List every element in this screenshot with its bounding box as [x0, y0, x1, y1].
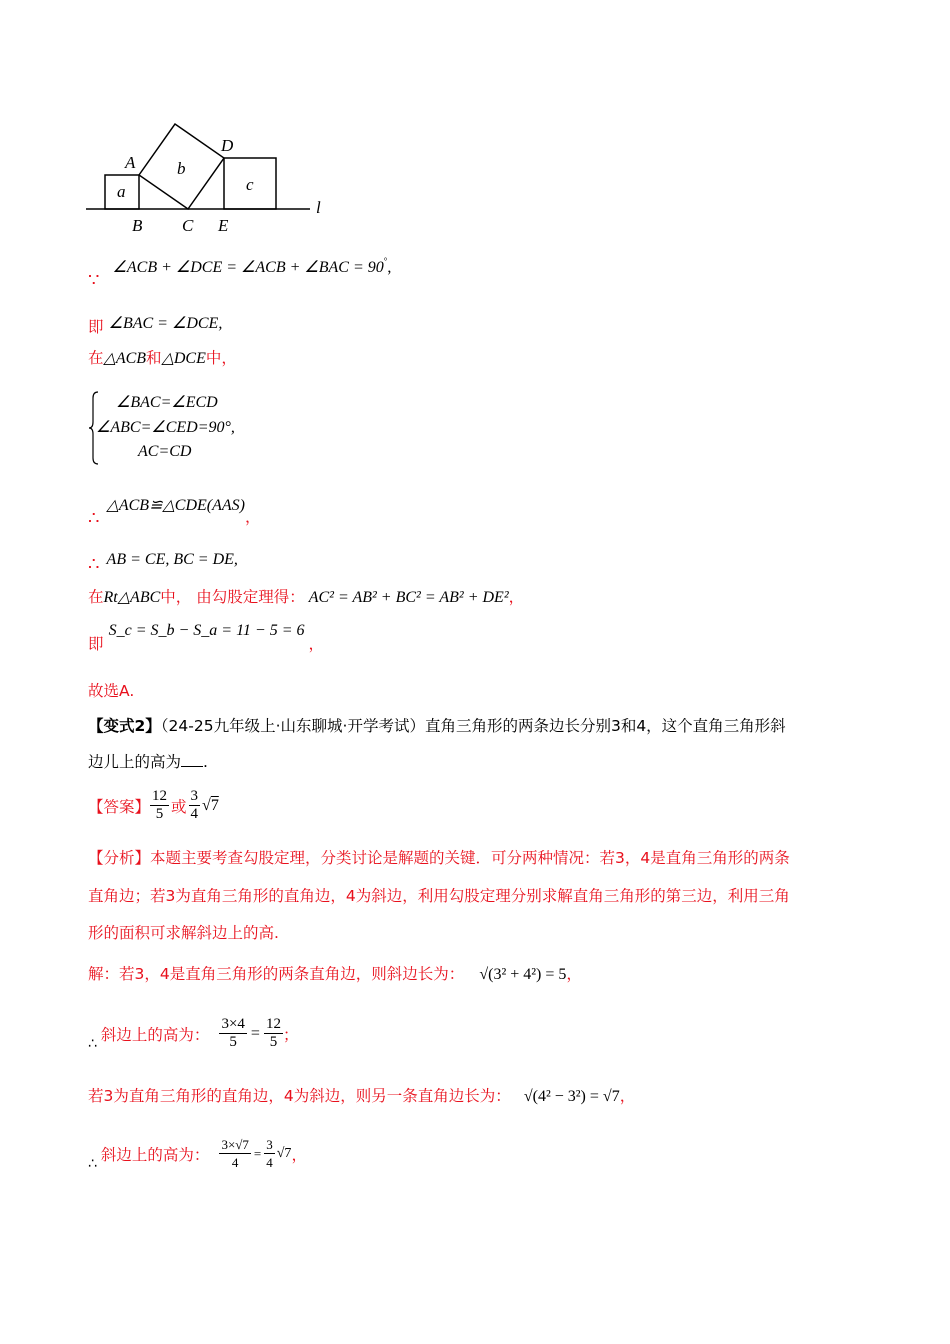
label-D: D [221, 136, 234, 155]
analysis-line3: 形的面积可求解斜边上的高. [88, 924, 279, 942]
variant2-question-line1: 【变式2】（24-25九年级上·山东聊城·开学考试）直角三角形的两条边长分别3和4，这个直角三角形斜 [88, 717, 786, 735]
congruence: △ACB≌△CDE(AAS) [106, 497, 245, 514]
variant2-source: （24-25九年级上·山东聊城·开学考试） [160, 717, 425, 735]
label-A: A [125, 153, 136, 172]
solution-line1: 解：若3，4是直角三角形的两条直角边，则斜边长为： √(3² + 4²) = 5， [88, 965, 582, 983]
answer-blank [181, 752, 203, 767]
solution-line4: ∴ 斜边上的高为： $\frac{3\times√7}{4}$ = $\frac{3}{4}$ √7 ， [88, 1137, 307, 1172]
hypotenuse-expression: √(3² + 4²) = 5 [479, 966, 567, 983]
label-E: E [218, 216, 229, 235]
label-C: C [182, 216, 194, 235]
area-expression: S_c = S_b − S_a = 11 − 5 = 6 [108, 622, 305, 639]
line-6: ∴ AB = CE, BC = DE, [88, 551, 238, 575]
answer-tag: 【答案】 [88, 797, 151, 816]
line-3: 在△ACB和△DCE中， [88, 349, 237, 367]
label-c: c [246, 175, 254, 194]
solution-line3: 若3为直角三角形的直角边，4为斜边，则另一条直角边长为： √(4² − 3²) = √7， [88, 1087, 636, 1105]
because-symbol: ∵ [88, 270, 100, 291]
line-7: 在Rt△ABC中， 由勾股定理得： AC² = AB² + BC² = AB² + DE²， [88, 588, 525, 606]
equation-system: ∠BAC=∠ECD ∠ABC=∠CED=90°, AC=CD [88, 390, 268, 468]
analysis-line1: 【分析】本题主要考查勾股定理，分类讨论是解题的关键．可分两种情况：若3，4是直角三角形的两条 [88, 849, 790, 867]
solution-line2: ∴ 斜边上的高为： $\frac{3\times 4}{5}$ = $\frac{12}{5}$ ； [88, 1016, 299, 1052]
analysis-line2: 直角边；若3为直角三角形的直角边，4为斜边，利用勾股定理分别求解直角三角形的第三边，利用三角 [88, 887, 790, 905]
variant2-tag: 【变式2】 [88, 717, 161, 735]
geometry-figure [80, 118, 340, 240]
label-l: l [316, 198, 321, 217]
answer-fraction-1: $\frac{12}{5}$ [152, 788, 168, 822]
line-2: 即 ∠BAC = ∠DCE, [88, 315, 223, 336]
line-1: ∵ ∠ACB + ∠DCE = ∠ACB + ∠BAC = 90°, [88, 256, 392, 291]
variant2-question-line2: 边儿上的高为 . [88, 753, 208, 771]
conclusion-text: 故选A. [88, 682, 135, 700]
line-8: 即 S_c = S_b − S_a = 11 − 5 = 6， [88, 622, 325, 653]
answer-sqrt: √7 [202, 796, 219, 814]
label-b: b [177, 159, 186, 178]
answer-line: 【答案】 $\frac{12}{5}$ 或 $\frac{3}{4}$ √7 [88, 788, 219, 822]
line-5: ∴ △ACB≌△CDE(AAS)， [88, 497, 261, 529]
label-a: a [117, 182, 126, 201]
leg-expression: √(4² − 3²) = √7 [523, 1088, 620, 1105]
label-B: B [132, 216, 143, 235]
pythagorean-expression: AC² = AB² + BC² = AB² + DE² [308, 589, 509, 606]
angle-sum-expression: ∠ACB + ∠DCE = ∠ACB + ∠BAC = 90 [112, 259, 384, 276]
answer-fraction-2: $\frac{3}{4}$ [190, 788, 199, 822]
angle-equality: ∠BAC = ∠DCE, [108, 315, 223, 332]
